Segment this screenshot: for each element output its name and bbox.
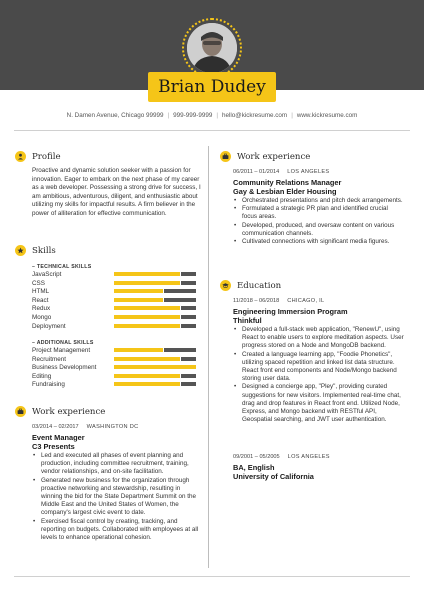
skill-level-remainder <box>181 272 196 276</box>
job-meta <box>32 424 138 430</box>
skill-label: Project Management <box>32 347 91 354</box>
briefcase-icon <box>220 151 231 162</box>
column-divider <box>208 146 209 568</box>
skill-level-remainder <box>181 281 196 285</box>
profile-heading <box>15 151 61 162</box>
job-company: C3 Presents <box>32 442 75 451</box>
profile-photo <box>187 23 237 73</box>
work-right-heading <box>220 151 310 162</box>
education-location: LOS ANGELES <box>287 454 330 460</box>
education-school: Thinkful <box>233 316 262 325</box>
profile-photo-frame <box>182 18 242 78</box>
contact-separator: | <box>216 112 218 119</box>
skill-label: Recruitment <box>32 355 66 363</box>
skill-level-bar <box>114 357 196 361</box>
list-item: • Developed a full-stack web application, "RenewU", using React to enable users to explore meditation aspects. User progress stored on a Node and MongoDB backend. <box>233 326 405 351</box>
skill-level-fill <box>114 324 180 328</box>
skill-label: React <box>32 296 49 304</box>
education-degree: Engineering Immersion Program <box>233 307 348 316</box>
skill-level-fill <box>114 365 196 369</box>
skill-level-bar <box>114 306 196 310</box>
education-school: University of California <box>233 472 314 481</box>
job-meta <box>233 169 329 175</box>
skill-level-fill <box>114 348 163 352</box>
top-divider <box>14 130 410 131</box>
job-dates: 06/2011 – 01/2014 <box>233 169 280 175</box>
skill-level-bar <box>114 365 196 369</box>
skill-label: Mongo <box>32 314 52 321</box>
contact-separator: | <box>291 112 293 119</box>
candidate-name: Brian Dudey <box>158 77 266 97</box>
skill-level-bar <box>114 374 196 378</box>
skill-level-fill <box>114 272 180 276</box>
job-company: Gay & Lesbian Elder Housing <box>233 187 337 196</box>
skill-level-remainder <box>181 374 196 378</box>
skill-level-bar <box>114 348 196 352</box>
additional-skills-label: – ADDITIONAL SKILLS <box>32 340 94 346</box>
education-degree: BA, English <box>233 463 275 472</box>
education-location: CHICAGO, IL <box>287 298 325 304</box>
skill-level-fill <box>114 289 163 293</box>
skill-level-fill <box>114 374 180 378</box>
skill-label: Editing <box>32 372 52 380</box>
work-right-title: Work experience <box>237 151 311 162</box>
contact-separator: | <box>167 112 170 119</box>
skills-icon <box>15 245 26 256</box>
skill-level-fill <box>114 357 180 361</box>
contact-line <box>0 112 424 119</box>
skill-level-remainder <box>164 289 196 293</box>
skill-level-remainder <box>164 298 196 302</box>
skill-level-fill <box>114 306 180 310</box>
skill-level-remainder <box>164 348 196 352</box>
job-location: LOS ANGELES <box>287 169 330 175</box>
job-role: Event Manager <box>32 433 85 442</box>
skill-level-remainder <box>181 306 196 310</box>
bottom-divider <box>14 576 410 577</box>
profile-title: Profile <box>32 151 61 162</box>
education-meta <box>233 298 324 304</box>
skill-label: JavaScript <box>32 271 62 278</box>
skill-label: Business Development <box>32 364 97 372</box>
education-title: Education <box>237 280 282 291</box>
job-bullets <box>32 452 202 542</box>
list-item: • Created a language learning app, "Foodie Phonetics", utilizing spaced repetition and linked list data structure. React front end components and Node/Mongo backend storing user data. <box>233 351 405 384</box>
list-item: • Led and executed all phases of event planning and production, including committee recruitment, training, vendor relationships, and on-site facilitation. <box>32 452 202 477</box>
name-plate <box>148 72 276 102</box>
contact-phone: 999-999-9999 <box>173 112 213 119</box>
skill-level-bar <box>114 382 196 386</box>
job-location: WASHINGTON DC <box>86 424 139 430</box>
list-item: • Designed a concierge app, "Pley", providing curated suggestions for new visitors. Implemented real-time chat, drag and drop features in React front end. Utilized Node, Express, and Mongo backend with RESTful API, Geospatial searching, and JWT user authentication. <box>233 383 405 424</box>
skill-level-bar <box>114 324 196 328</box>
profile-text: Proactive and dynamic solution seeker with a passion for innovation. Eager to embark on the next phase of my career as a web developer. Possessing a strong drive for success, I am ambitious, adventurous, diligent, and enthusiastic about utilizing my skills for impactful results. A firm believer in the power of alliteration for effective communication. <box>32 167 201 217</box>
skill-level-remainder <box>181 315 196 319</box>
briefcase-icon <box>15 406 26 417</box>
list-item: • Developed, produced, and oversaw content on various communication channels. <box>233 222 403 238</box>
skill-level-remainder <box>181 357 196 361</box>
work-left-heading <box>15 406 105 417</box>
job-role: Community Relations Manager <box>233 178 342 187</box>
skill-level-remainder <box>181 324 196 328</box>
list-item: • Cultivated connections with significant media figures. <box>233 238 403 246</box>
skill-row <box>32 380 198 389</box>
contact-address: N. Damen Avenue, Chicago 99999 <box>66 112 164 119</box>
technical-skills-label: – TECHNICAL SKILLS <box>32 264 92 270</box>
work-left-title: Work experience <box>32 406 106 417</box>
contact-website[interactable]: www.kickresume.com <box>296 112 358 119</box>
list-item: • Exercised fiscal control by creating, tracking, and reporting on budgets. Collaborated with employees at all levels to enhance operational cohesion. <box>32 518 202 543</box>
skill-label: Fundraising <box>32 381 65 389</box>
skills-heading <box>15 245 56 256</box>
contact-email[interactable]: hello@kickresume.com <box>222 112 288 119</box>
skill-level-bar <box>114 289 196 293</box>
graduation-cap-icon <box>220 280 231 291</box>
skill-label: Deployment <box>32 322 66 330</box>
skill-level-bar <box>114 298 196 302</box>
education-heading <box>220 280 281 291</box>
skill-level-bar <box>114 315 196 319</box>
job-bullets <box>233 197 403 246</box>
skill-level-bar <box>114 272 196 276</box>
job-dates: 03/2014 – 02/2017 <box>32 424 79 430</box>
list-item: • Generated new business for the organization through proactive networking and stewardship, resulting in winning the bid for the State Department Summit on the Middle East and the United States of Women, the company's largest civic event to date. <box>32 477 202 518</box>
skill-level-bar <box>114 281 196 285</box>
education-dates: 09/2001 – 05/2005 <box>233 454 280 460</box>
education-meta <box>233 454 330 460</box>
skill-level-fill <box>114 315 180 319</box>
skill-label: CSS <box>32 279 45 287</box>
skill-level-fill <box>114 382 180 386</box>
list-item: • Orchestrated presentations and pitch deck arrangements. <box>233 197 403 205</box>
list-item: • Formulated a strategic PR plan and identified crucial focus areas. <box>233 205 403 221</box>
person-icon <box>15 151 26 162</box>
education-bullets <box>233 326 405 424</box>
skill-label: HTML <box>32 288 50 296</box>
skill-level-remainder <box>181 382 196 386</box>
skill-level-fill <box>114 298 163 302</box>
skill-label: Redux <box>32 305 51 313</box>
education-dates: 11/2018 – 06/2018 <box>233 298 280 304</box>
skill-level-fill <box>114 281 180 285</box>
skill-row <box>32 322 198 331</box>
skills-title: Skills <box>32 245 56 256</box>
